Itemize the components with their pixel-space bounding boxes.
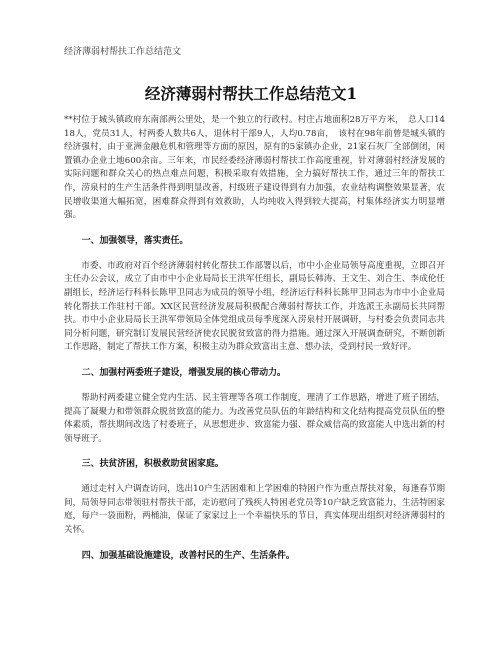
intro-paragraph: **村位于城头镇政府东南部两公里处，是一个独立的行政村。村庄占地面积28万平方米， 总人口1418人，党员31人，村两委人数共6人，退休村干部9人，人均0.78亩， 该村在98年前曾是城头镇的经济强村，由于亚洲金融危机和管理等方面的原因，原有的5家镇办企业，21家石灰厂全部倒闭，闲置镇办企业土地600余亩。三年来，市民经委经济薄弱村帮扶工作高度重视，针对薄弱村经济发展的实际问题和群众关心的热点难点问题，积极采取有效措施，全力搞好帮扶工作，通过三年的帮扶工作，涝泉村的生产生活条件得到明显改善，村级班子建设得到有力加强，农业结构调整效果显著，农民增收渠道大幅拓宽，困难群众得到有效救助，人均纯收入得到较大提高，村集体经济实力明显增强。 <box>64 115 445 221</box>
section-heading: 三、扶贫济困，积极救助贫困家庭。 <box>81 459 224 470</box>
running-header: 经济薄弱村帮扶工作总结范文 <box>64 47 182 57</box>
document-body <box>64 114 445 575</box>
section-paragraph: 帮助村两委建立健全党内生活、民主管理等各项工作制度，理清了工作思路，增进了班子团结，提高了凝聚力和带领群众脱贫致富的能力。为改善党员队伍的年龄结构和文化结构提高党员队伍的整体素质，帮扶期间改选了村委班子，从思想进步、致富能力强、群众威信高的致富能人中选出新的村领导班子。 <box>64 392 445 444</box>
document-title: 经济薄弱村帮扶工作总结范文1 <box>144 84 358 103</box>
section-3 <box>64 458 445 537</box>
section-heading: 四、加强基础设施建设，改善村民的生产、生活条件。 <box>81 550 295 561</box>
section-heading: 二、加强村两委班子建设，增强发展的核心带动力。 <box>81 367 286 378</box>
section-heading: 一、加强领导，落实责任。 <box>81 235 189 246</box>
section-4 <box>64 550 445 563</box>
section-2 <box>64 367 445 446</box>
section-paragraph: 市委、市政府对百个经济薄弱村转化帮扶工作部署以后，市中小企业局领导高度重视，立即召开主任办公会议，成立了由市中小企业局局长王洪军任组长，副局长韩涛、王文生、刘合生、李成伦任副组长，经济运行科科长陈甲卫同志为成员的领导小组，经济运行科科长陈甲卫同志为市中小企业局转化帮扶工作驻村干部。XX区民营经济发展局积极配合薄弱村帮扶工作，并选派王永副局长共同帮扶。市中小企业局局长王洪军带领局全体党组成员每季度深入涝泉村开展调研，与村委会负责同志共同分析问题，研究制订发展民营经济使农民脱贫致富的得力措施。通过深入开展调查研究，不断创新工作思路，制定了帮扶工作方案，积极主动为群众致富出主意、想办法，受到村民一致好评。 <box>64 260 445 353</box>
section-paragraph: 通过走村入户调查访问，选出10户生活困难和上学困难的特困户作为重点帮扶对象，每逢春节期间，局领导同志带领驻村帮扶干部，走访慰问了残疾人特困老党员等10户缺乏致富能力，生活特困家庭，每户一袋面粉，两桶油，保证了家家过上一个幸福快乐的节日，真实体现出组织对经济薄弱村的关怀。 <box>64 484 445 536</box>
section-1 <box>64 235 445 355</box>
